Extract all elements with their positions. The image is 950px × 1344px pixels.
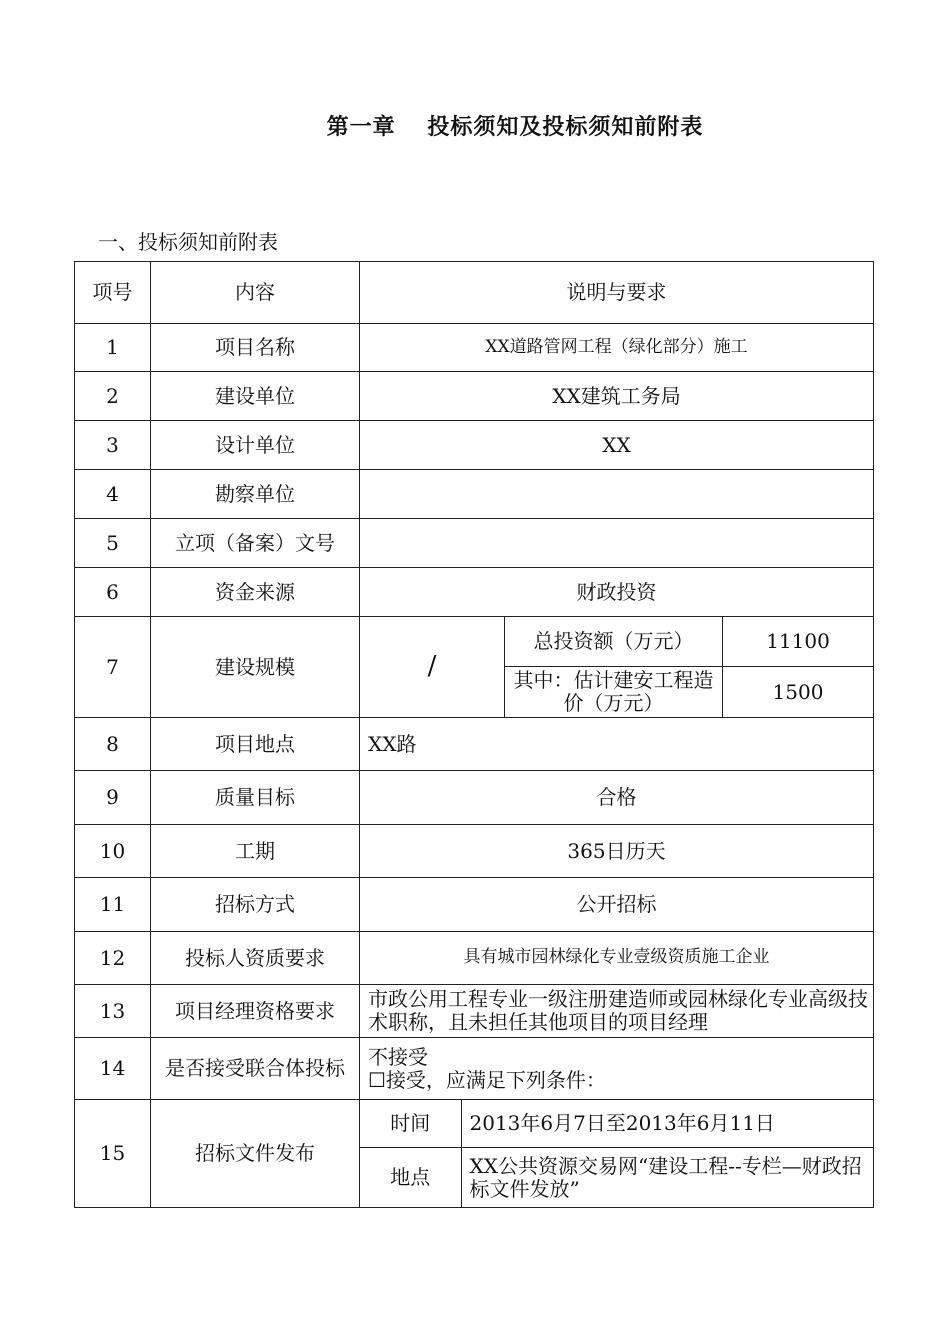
sub-value: XX公共资源交易网“建设工程--专栏—财政招标文件发放” <box>469 1153 862 1201</box>
row-item: 建设规模 <box>151 617 360 718</box>
row-no: 11 <box>75 878 151 932</box>
row-desc <box>360 519 874 568</box>
bid-info-table <box>74 261 874 1208</box>
row-item: 项目经理资格要求 <box>151 985 360 1038</box>
table-row <box>75 1100 874 1148</box>
sub-label: 时间 <box>360 1100 461 1147</box>
row-item: 质量目标 <box>151 771 360 825</box>
table-row <box>75 771 874 825</box>
row-no: 1 <box>75 324 151 372</box>
row-no: 5 <box>75 519 151 568</box>
table-row <box>75 878 874 932</box>
sub-label: 总投资额（万元） <box>505 617 723 667</box>
option-no-union: 不接受 <box>368 1044 428 1069</box>
row-desc <box>360 470 874 519</box>
row-desc: XX建筑工务局 <box>360 372 874 421</box>
table-header-row <box>75 262 874 324</box>
table-row <box>75 421 874 470</box>
row-desc: 合格 <box>360 771 874 825</box>
row-item: 工期 <box>151 825 360 878</box>
row-item: 招标文件发布 <box>151 1100 360 1208</box>
row-desc: 具有城市园林绿化专业壹级资质施工企业 <box>360 932 874 985</box>
row-item: 投标人资质要求 <box>151 932 360 985</box>
row-desc: XX道路管网工程（绿化部分）施工 <box>360 324 874 372</box>
row-no: 14 <box>75 1038 151 1100</box>
row-desc: 财政投资 <box>360 568 874 617</box>
header-no: 项号 <box>75 262 151 324</box>
release-time-row <box>360 1100 874 1148</box>
table-row <box>75 825 874 878</box>
row-item: 项目名称 <box>151 324 360 372</box>
row-item: 资金来源 <box>151 568 360 617</box>
row-desc: 公开招标 <box>360 878 874 932</box>
table-row <box>75 718 874 771</box>
table-row <box>75 372 874 421</box>
table-row <box>75 932 874 985</box>
row-item: 设计单位 <box>151 421 360 470</box>
sub-label: 地点 <box>360 1148 461 1207</box>
header-desc: 说明与要求 <box>360 262 874 324</box>
row-no: 3 <box>75 421 151 470</box>
table-row <box>75 1038 874 1100</box>
row-no: 8 <box>75 718 151 771</box>
option-accept-union: ☐接受，应满足下列条件： <box>368 1067 606 1092</box>
row-desc: 市政公用工程专业一级注册建造师或园林绿化专业高级技术职称，且未担任其他项目的项目经理 <box>360 985 874 1038</box>
row-item: 勘察单位 <box>151 470 360 519</box>
row-item: 项目地点 <box>151 718 360 771</box>
row-no: 10 <box>75 825 151 878</box>
row-desc <box>360 1038 874 1100</box>
sub-value: 2013年6月7日至2013年6月11日 <box>469 1111 775 1135</box>
table-row <box>75 568 874 617</box>
table-row <box>75 470 874 519</box>
section-heading: 一、投标须知前附表 <box>98 230 278 254</box>
row-no: 7 <box>75 617 151 718</box>
sub-label: 其中：估计建安工程造价（万元） <box>505 667 723 718</box>
header-item: 内容 <box>151 262 360 324</box>
row-desc: XX <box>360 421 874 470</box>
row-no: 15 <box>75 1100 151 1208</box>
row-item: 招标方式 <box>151 878 360 932</box>
row-desc: / <box>360 617 505 718</box>
row-desc: 365日历天 <box>360 825 874 878</box>
row-no: 6 <box>75 568 151 617</box>
table-row <box>75 324 874 372</box>
row-no: 2 <box>75 372 151 421</box>
row-no: 9 <box>75 771 151 825</box>
row-no: 13 <box>75 985 151 1038</box>
sub-value: 1500 <box>723 667 874 718</box>
row-desc: XX路 <box>360 718 874 771</box>
row-item: 建设单位 <box>151 372 360 421</box>
table-row <box>75 985 874 1038</box>
table-row <box>75 617 874 667</box>
table-row <box>75 519 874 568</box>
chapter-title: 第一章 投标须知及投标须知前附表 <box>326 115 704 140</box>
row-no: 12 <box>75 932 151 985</box>
row-no: 4 <box>75 470 151 519</box>
row-item: 是否接受联合体投标 <box>151 1038 360 1100</box>
sub-value: 11100 <box>723 617 874 667</box>
release-place-row <box>360 1148 874 1208</box>
row-item: 立项（备案）文号 <box>151 519 360 568</box>
